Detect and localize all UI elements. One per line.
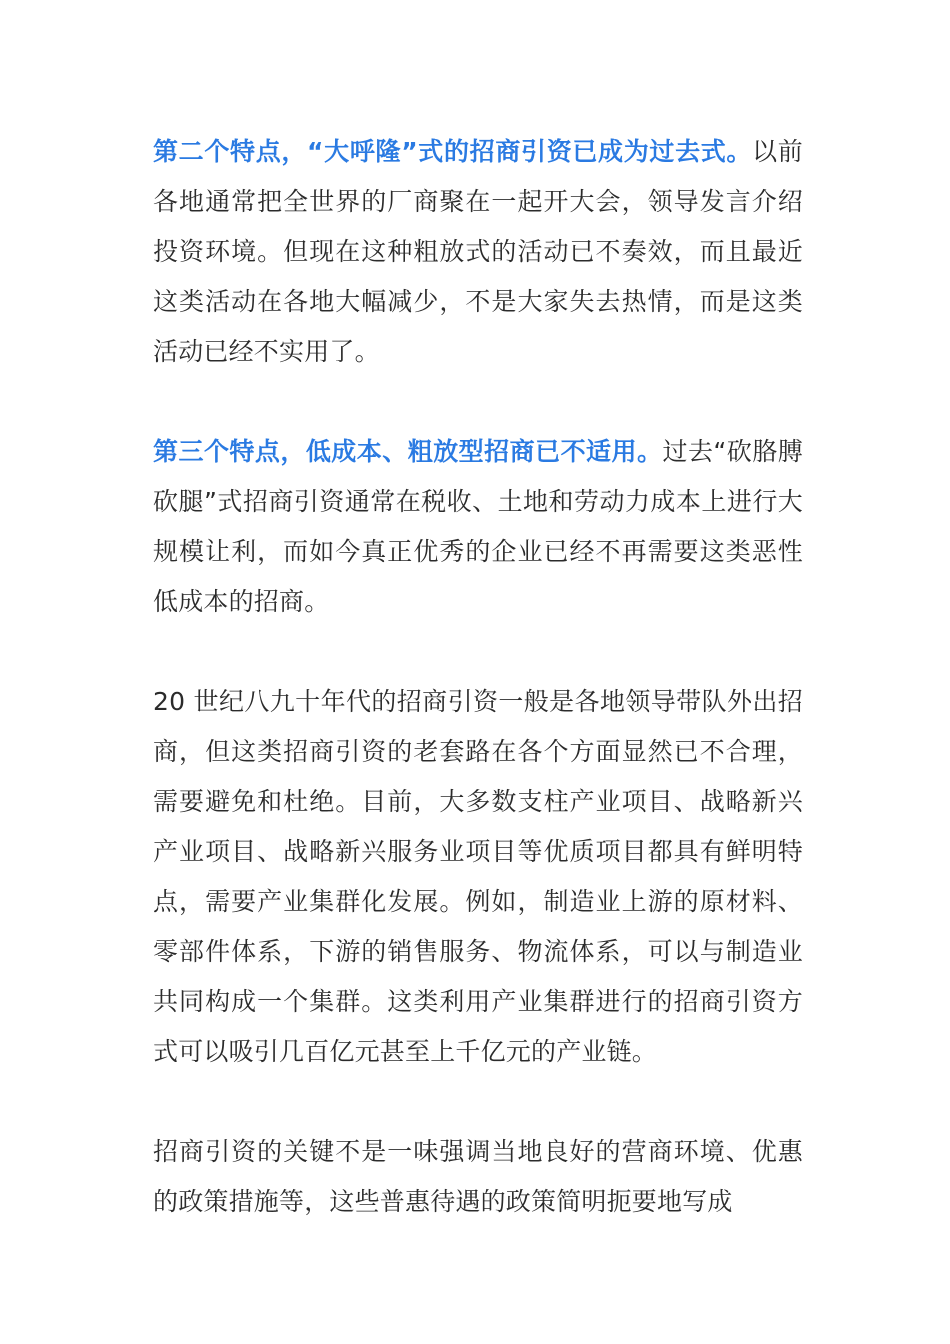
paragraph-second-feature (153, 127, 803, 377)
paragraph-heading: 第二个特点，“大呼隆”式的招商引资已成为过去式。 (153, 137, 753, 166)
paragraph-body: 20 世纪八九十年代的招商引资一般是各地领导带队外出招商，但这类招商引资的老套路在各个方面显然已不合理，需要避免和杜绝。目前，大多数支柱产业项目、战略新兴产业项目、战略新兴服务业项目等优质项目都具有鲜明特点，需要产业集群化发展。例如，制造业上游的原材料、零部件体系，下游的销售服务、物流体系，可以与制造业共同构成一个集群。这类利用产业集群进行的招商引资方式可以吸引几百亿元甚至上千亿元的产业链。 (153, 687, 803, 1066)
paragraph-industrial-cluster (153, 677, 803, 1077)
paragraph-investment-key (153, 1127, 803, 1227)
paragraph-heading: 第三个特点，低成本、粗放型招商已不适用。 (153, 437, 663, 466)
paragraph-body: 过去“砍胳膊砍腿”式招商引资通常在税收、土地和劳动力成本上进行大规模让利，而如今真正优秀的企业已经不再需要这类恶性低成本的招商。 (153, 437, 803, 616)
document-page (153, 127, 803, 1227)
paragraph-third-feature (153, 427, 803, 627)
paragraph-body: 以前各地通常把全世界的厂商聚在一起开大会，领导发言介绍投资环境。但现在这种粗放式的活动已不奏效，而且最近这类活动在各地大幅减少，不是大家失去热情，而是这类活动已经不实用了。 (153, 137, 803, 366)
paragraph-body: 招商引资的关键不是一味强调当地良好的营商环境、优惠的政策措施等，这些普惠待遇的政策简明扼要地写成 (153, 1137, 803, 1216)
